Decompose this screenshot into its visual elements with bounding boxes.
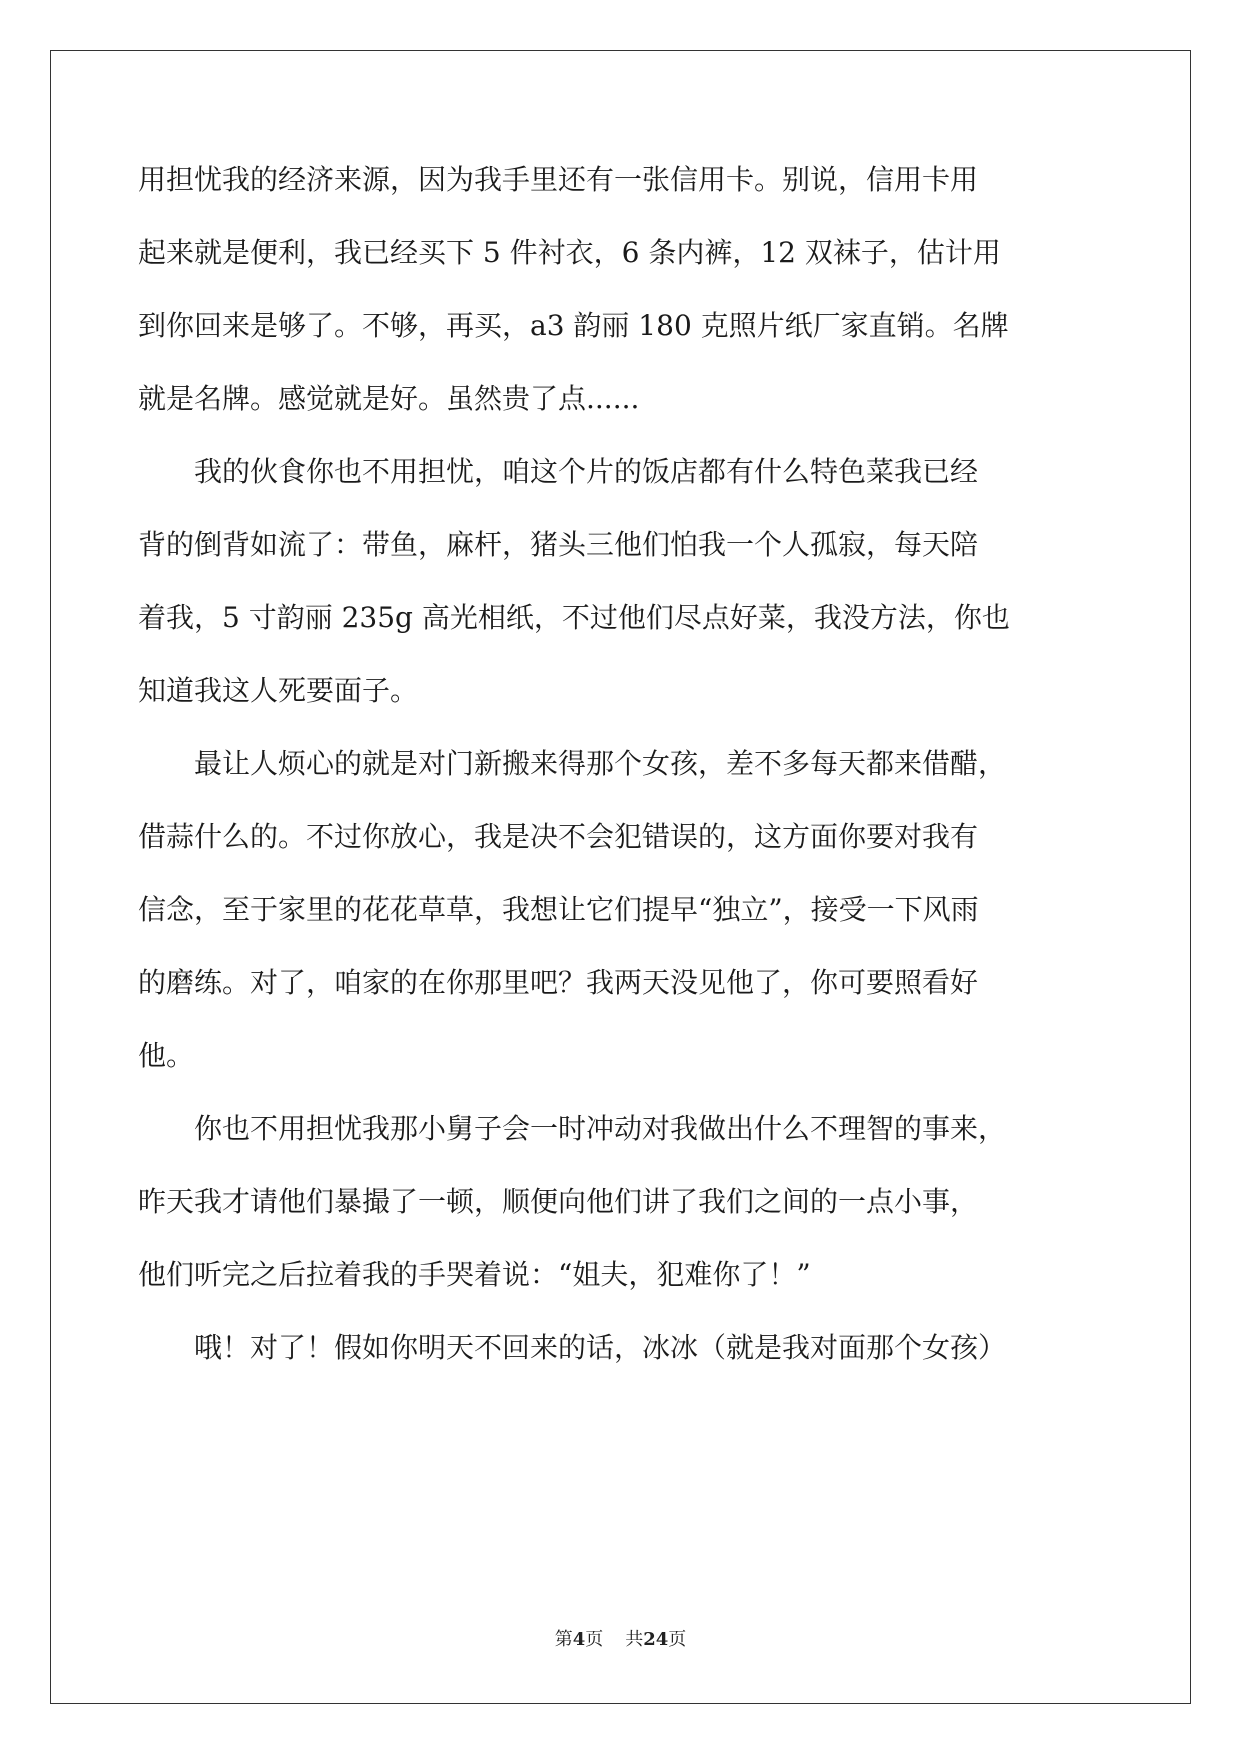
page-prefix: 第 [554,1629,573,1650]
text-line: 他。 [138,1039,195,1072]
paragraph-first-line: 你也不用担忧我那小舅子会一时冲动对我做出什么不理智的事来， [194,1112,1007,1145]
page-footer [0,1628,1241,1652]
text-line: 起来就是便利，我已经买下 5 件衬衣，6 条内裤，12 双袜子，估计用 [138,236,1001,269]
paragraph-first-line: 我的伙食你也不用担忧，咱这个片的饭店都有什么特色菜我已经 [194,455,979,488]
total-pages: 24 [643,1629,669,1650]
text-line: 借蒜什么的。不过你放心，我是决不会犯错误的，这方面你要对我有 [138,820,979,853]
text-line: 知道我这人死要面子。 [138,674,419,707]
text-line: 到你回来是够了。不够，再买，a3 韵丽 180 克照片纸厂家直销。名牌 [138,309,1009,342]
text-line: 昨天我才请他们暴撮了一顿，顺便向他们讲了我们之间的一点小事， [138,1185,979,1218]
page-suffix: 页 [585,1629,604,1650]
total-suffix: 页 [668,1629,687,1650]
total-prefix: 共 [625,1629,644,1650]
text-line: 信念，至于家里的花花草草，我想让它们提早“独立”，接受一下风雨 [138,893,979,926]
page-number: 4 [572,1629,586,1650]
text-line: 就是名牌。感觉就是好。虽然贵了点...... [138,382,640,415]
page-border [50,50,1191,1704]
paragraph-first-line: 哦！对了！假如你明天不回来的话，冰冰（就是我对面那个女孩） [194,1331,1007,1364]
text-line: 着我，5 寸韵丽 235g 高光相纸，不过他们尽点好菜，我没方法，你也 [138,601,1010,634]
text-line: 他们听完之后拉着我的手哭着说：“姐夫，犯难你了！” [138,1258,811,1291]
text-line: 用担忧我的经济来源，因为我手里还有一张信用卡。别说，信用卡用 [138,163,979,196]
text-line: 背的倒背如流了：带鱼，麻杆，猪头三他们怕我一个人孤寂，每天陪 [138,528,979,561]
text-line: 的磨练。对了，咱家的在你那里吧？我两天没见他了，你可要照看好 [138,966,979,999]
paragraph-first-line: 最让人烦心的就是对门新搬来得那个女孩，差不多每天都来借醋， [194,747,1007,780]
